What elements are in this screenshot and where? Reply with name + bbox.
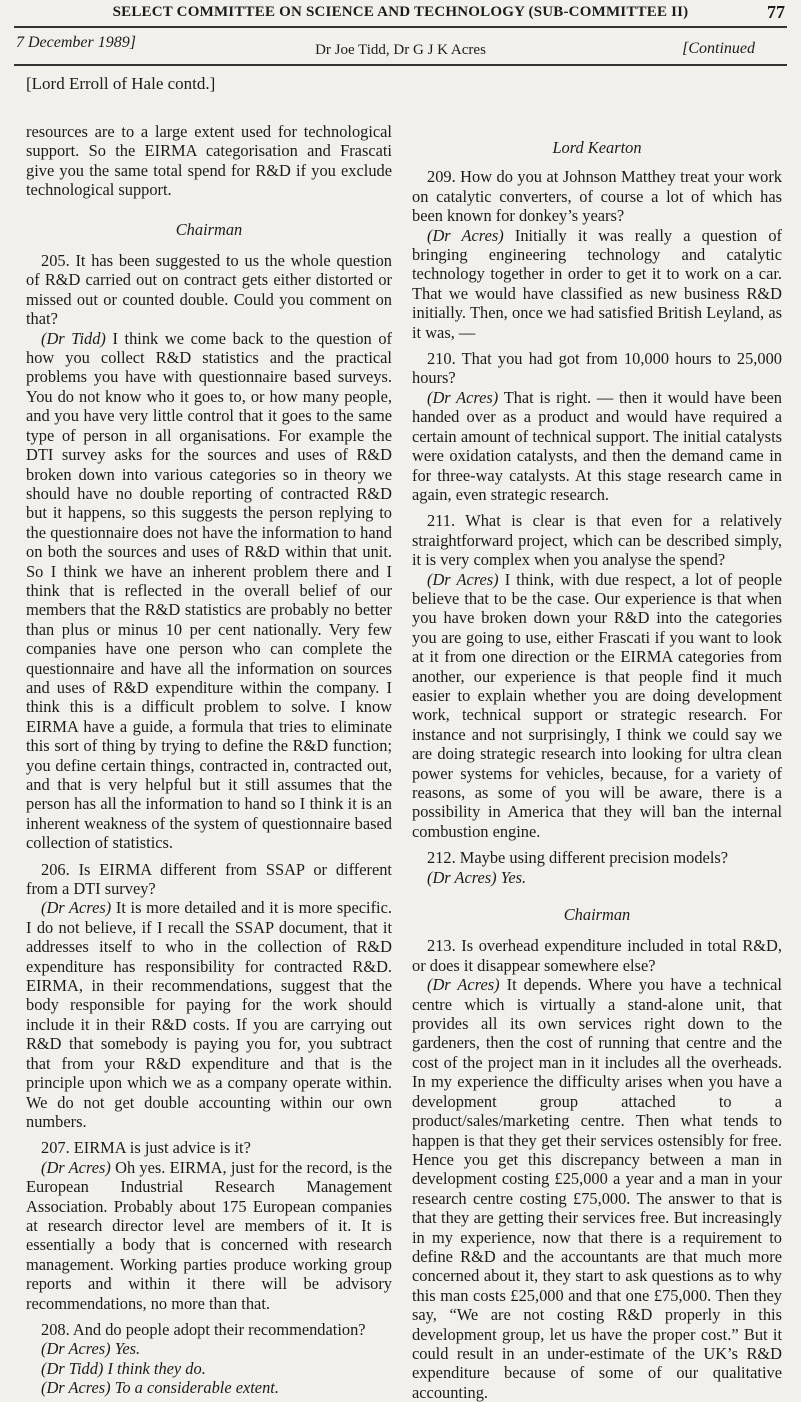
speaker-label: (Dr Acres) xyxy=(427,225,504,245)
speaker-label: (Dr Acres) xyxy=(427,387,499,407)
running-header-title: SELECT COMMITTEE ON SCIENCE AND TECHNOLOGY (SUB-COMMITTEE II) xyxy=(112,4,689,20)
answer-text: It is more detailed and it is more specific. I do not believe, if I recall the SSAP document, that it addresses itself to who in the collection of R&D expenditure has responsibility for contracted R&D. EIRMA, in their recommendations, suggest that the body responsible for paying for the work should include it in their R&D costs. If you are carrying out R&D that somebody is paying you for, you subtract that from your R&D expenditure and that is the principle upon which we as a company operate within. We do not get double accounting within our own numbers. xyxy=(26,898,392,1131)
answer-text: That is right. — then it would have been handed over as a product and would have required a certain amount of technical support. The initial catalysts were oxidation catalysts, and then the demand came in for three-way catalysts. At this stage research came in again, even strategic research. xyxy=(412,387,782,504)
continued-marker: [Continued xyxy=(682,40,755,57)
answer-210 xyxy=(412,388,782,504)
header-rule-top xyxy=(14,26,787,28)
answer-208-tidd: (Dr Tidd) I think they do. xyxy=(41,1358,206,1378)
speaker-label: (Dr Acres) xyxy=(41,1157,111,1177)
answer-211 xyxy=(412,570,782,842)
answer-209 xyxy=(412,226,782,342)
question-213: 213. Is overhead expenditure included in total R&D, or does it disappear somewhere else? xyxy=(412,936,782,975)
question-206: 206. Is EIRMA different from SSAP or different from a DTI survey? xyxy=(26,859,392,899)
answer-207 xyxy=(26,1158,392,1313)
left-column xyxy=(26,122,392,1398)
continuation-paragraph: resources are to a large extent used for technological support. So the EIRMA categorisation and Frascati give you the same total spend for R&D if you exclude technological support. xyxy=(26,122,392,200)
speaker-heading-chairman: Chairman xyxy=(175,219,243,239)
speaker-heading-chairman: Chairman xyxy=(563,905,631,925)
answer-208-acres: (Dr Acres) Yes. xyxy=(41,1339,141,1359)
answer-text: Oh yes. EIRMA, just for the record, is the European Industrial Research Management Association. Probably about 175 European companies at research director level are members of it. It is essentially a body that is concerned with research management. Working parties produce working group reports and within it there will be advisory recommendations, no more than that. xyxy=(26,1157,392,1313)
question-210: 210. That you had got from 10,000 hours to 25,000 hours? xyxy=(412,349,782,388)
question-211: 211. What is clear is that even for a relatively straightforward project, which can be described simply, it is very complex when you analyse the spend? xyxy=(412,511,782,570)
speaker-label: (Dr Acres) xyxy=(427,975,500,995)
session-date: 7 December 1989] xyxy=(16,34,136,51)
question-212: 212. Maybe using different precision models? xyxy=(427,848,729,868)
page-number: 77 xyxy=(767,2,785,22)
answer-text: I think, with due respect, a lot of people believe that to be the case. Our experience is that when you have broken down your R&D into the categories you are going to use, either Frascati if you want to look at it from one direction or the EIRMA categories from another, our experience is that people find it much easier to explain whether you are doing development work, technical support or strategic research. For instance and not surprisingly, I think we could say we are doing strategic research into looking for ultra clean power systems for vehicles, because, for a variety of reasons, as some of you will be aware, there is a possibility in America that they will ban the internal combustion engine. xyxy=(412,569,782,841)
speaker-heading-lord-kearton: Lord Kearton xyxy=(552,138,642,157)
answer-text: I think we come back to the question of how you collect R&D statistics and the practical problems you have with questionnaire based surveys. You do not know who it goes to, or how many people, and you have very little control that it goes to the same type of person in all organisations. For example the DTI survey asks for the sources and uses of R&D broken down into various categories so in theory we should have no double reporting of contracted R&D but it happens, so this suggests the person replying to the questionnaire does not have the information to hand on both the sources and uses of R&D within that unit. So I think we have an inherent problem there and I think that is reflected in the overall belief of our members that the R&D statistics are probably no better than plus or minus 10 per cent nationally. Very few companies have one person who can complete the questionnaire and have all the information on sources and uses of R&D expenditure within the company. I think this is a difficult problem to solve. I know EIRMA have a guide, a formula that tries to eliminate this sort of thing by trying to define the R&D function; you define certain things, contracted in, contracted out, and that is very helpful but it still assumes that the person has all the information to hand so I think it is an inherent weakness of the system of questionnaire based collection of statistics. xyxy=(26,328,392,853)
speaker-label: (Dr Acres) xyxy=(427,569,499,589)
answer-213 xyxy=(412,975,782,1402)
witness-names: Dr Joe Tidd, Dr G J K Acres xyxy=(315,42,486,58)
question-209: 209. How do you at Johnson Matthey treat your work on catalytic converters, of course a lot of which has been known for donkey’s years? xyxy=(412,167,782,226)
speaker-label: (Dr Acres) xyxy=(41,898,112,918)
speaker-label: (Dr Tidd) xyxy=(41,328,106,348)
question-205: 205. It has been suggested to us the whole question of R&D carried out on contract gets either distorted or missed out or counted double. Could you comment on that? xyxy=(26,251,392,329)
answer-212: (Dr Acres) Yes. xyxy=(427,867,527,887)
answer-text: Initially it was really a question of bringing engineering technology and catalytic technology together in order to get it to work on a car. That we would have classified as new business R&D initially. Then, once we had satisfied British Leyland, as it was, — xyxy=(412,225,782,342)
answer-205 xyxy=(26,329,392,853)
answer-206 xyxy=(26,898,392,1131)
answer-text: It depends. Where you have a technical centre which is virtually a stand-alone unit, that provides all its own services right down to the gardeners, then the cost of running that centre and the cost of the project man in it includes all the overheads. In my experience the difficulty arises when you have a development group attached to a product/sales/marketing centre. Then what tends to happen is that they get their services ostensibly for free. Hence you get this discrepancy between a man in development costing £25,000 a year and a man in your research centre costing £75,000. The answer to that is that they are getting their services free. But increasingly in my experience, now that there is a requirement to define R&D and the accountants are that much more concerned about it, they start to ask questions as to why this man costs £25,000 and that one £75,000. Then they say, “We are not costing R&D properly in this development group, let us have the proper cost.” But it could result in an under-estimate of the UK’s R&D expenditure because of some of our qualitative accounting. xyxy=(412,975,782,1402)
speaker-context: [Lord Erroll of Hale contd.] xyxy=(26,74,216,93)
right-column xyxy=(412,138,782,1402)
header-rule-bottom xyxy=(14,64,787,66)
question-207: 207. EIRMA is just advice is it? xyxy=(41,1138,251,1158)
answer-208-acres-2: (Dr Acres) To a considerable extent. xyxy=(41,1378,279,1398)
question-208: 208. And do people adopt their recommendation? xyxy=(41,1319,366,1339)
